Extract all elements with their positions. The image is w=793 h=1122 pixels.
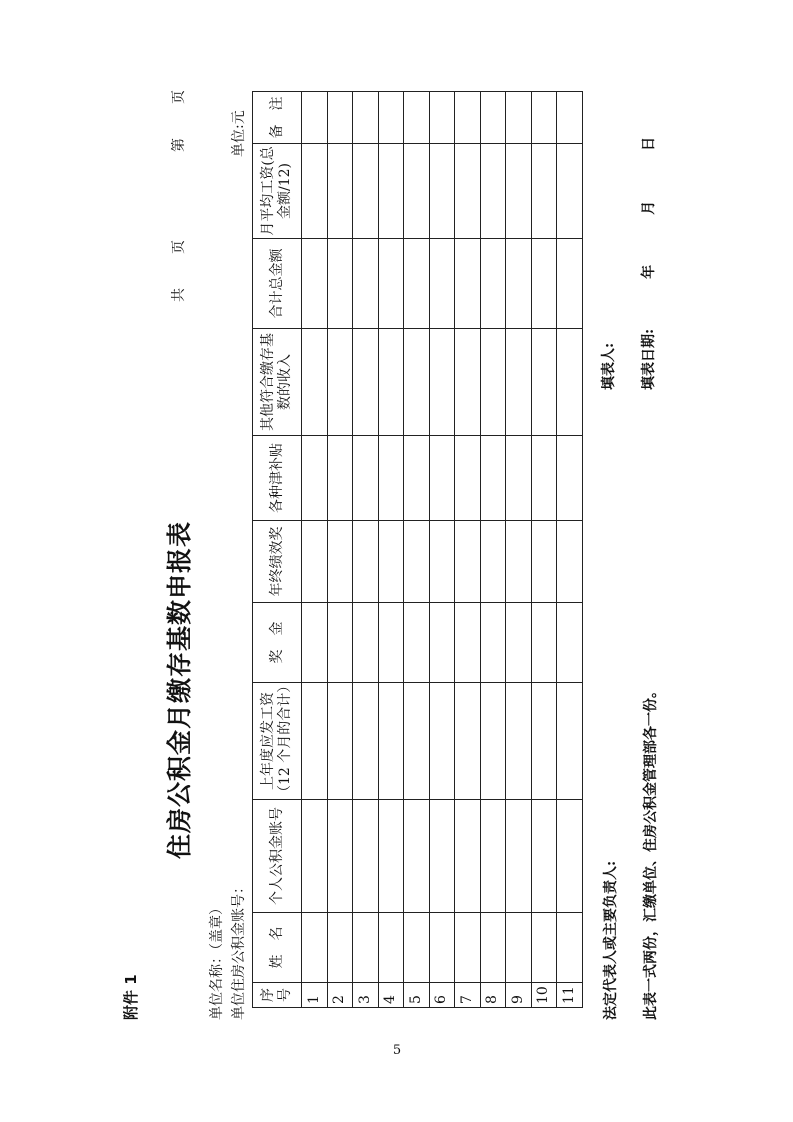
- table-cell[interactable]: [557, 92, 583, 144]
- fill-date-day: 日: [641, 136, 657, 151]
- page-number: 5: [392, 1043, 402, 1058]
- table-cell[interactable]: [429, 521, 455, 603]
- table-cell[interactable]: [506, 683, 532, 800]
- table-row: [302, 92, 328, 1008]
- table-cell[interactable]: [327, 913, 353, 983]
- table-cell[interactable]: [531, 436, 557, 521]
- header-row: [253, 92, 302, 1008]
- table-cell[interactable]: [429, 800, 455, 913]
- table-cell[interactable]: [506, 521, 532, 603]
- table-cell[interactable]: [455, 683, 481, 800]
- table-row: [480, 92, 506, 1008]
- table-cell[interactable]: [557, 329, 583, 436]
- table-cell[interactable]: [455, 603, 481, 683]
- row-number: 4: [378, 983, 404, 1008]
- table-cell[interactable]: [404, 239, 430, 329]
- header-name: 姓 名: [253, 913, 302, 983]
- table-cell[interactable]: [378, 92, 404, 144]
- table-cell[interactable]: [531, 144, 557, 239]
- total-pages-prefix: 共: [171, 288, 187, 302]
- table-cell[interactable]: [480, 913, 506, 983]
- table-cell[interactable]: [531, 521, 557, 603]
- header-other-income: 其他符合缴存基数的收入: [253, 329, 302, 436]
- table-cell[interactable]: [302, 521, 328, 603]
- table-cell[interactable]: [327, 521, 353, 603]
- table-row: [531, 92, 557, 1008]
- table-cell[interactable]: [353, 521, 379, 603]
- table-cell[interactable]: [353, 603, 379, 683]
- fill-date-year: 年: [641, 264, 657, 279]
- table-cell[interactable]: [480, 436, 506, 521]
- table-cell[interactable]: [480, 603, 506, 683]
- table-cell[interactable]: [480, 92, 506, 144]
- fill-date: [638, 137, 658, 390]
- table-cell[interactable]: [327, 800, 353, 913]
- table-cell[interactable]: [302, 436, 328, 521]
- row-number: 3: [353, 983, 379, 1008]
- table-row: [378, 92, 404, 1008]
- table-cell[interactable]: [557, 603, 583, 683]
- table-cell[interactable]: [378, 521, 404, 603]
- legal-representative-label: 法定代表人或主要负责人:: [603, 860, 619, 1020]
- table-cell[interactable]: [327, 603, 353, 683]
- table-cell[interactable]: [353, 683, 379, 800]
- row-number: 9: [506, 983, 532, 1008]
- report-sheet: [120, 80, 680, 1040]
- row-number: 1: [302, 983, 328, 1008]
- table-cell[interactable]: [557, 683, 583, 800]
- table-row: [557, 92, 583, 1008]
- header-monthly-average: 月平均工资(总金额/12): [253, 144, 302, 239]
- unit-account-label: 单位住房公积金账号：: [231, 880, 247, 1020]
- table-cell[interactable]: [531, 913, 557, 983]
- total-pages-suffix: 页: [171, 240, 187, 254]
- table-cell[interactable]: [531, 239, 557, 329]
- table-cell[interactable]: [531, 329, 557, 436]
- row-number: 10: [531, 983, 557, 1008]
- table-cell[interactable]: [455, 521, 481, 603]
- page-indicator-prefix: 第: [171, 138, 187, 152]
- table-cell[interactable]: [480, 521, 506, 603]
- row-number: 11: [557, 983, 583, 1008]
- table-cell[interactable]: [353, 913, 379, 983]
- table-cell[interactable]: [327, 683, 353, 800]
- table-row: [327, 92, 353, 1008]
- table-cell[interactable]: [353, 436, 379, 521]
- table-cell[interactable]: [378, 683, 404, 800]
- table-cell[interactable]: [531, 603, 557, 683]
- table-cell[interactable]: [353, 329, 379, 436]
- table-cell[interactable]: [327, 92, 353, 144]
- header-seq: 序号: [253, 983, 302, 1008]
- row-number: 8: [480, 983, 506, 1008]
- table-cell[interactable]: [302, 92, 328, 144]
- table-cell[interactable]: [557, 913, 583, 983]
- row-number: 5: [404, 983, 430, 1008]
- table-row: [404, 92, 430, 1008]
- table-cell[interactable]: [506, 436, 532, 521]
- copies-note: 此表一式两份，汇缴单位、住房公积金管理部各一份。: [643, 684, 659, 1020]
- table-row: [353, 92, 379, 1008]
- table-cell[interactable]: [531, 683, 557, 800]
- page-indicator: [168, 90, 188, 152]
- table-cell[interactable]: [455, 92, 481, 144]
- table-cell[interactable]: [506, 239, 532, 329]
- table-cell[interactable]: [302, 683, 328, 800]
- table-cell[interactable]: [404, 603, 430, 683]
- table-cell[interactable]: [353, 144, 379, 239]
- table-cell[interactable]: [353, 92, 379, 144]
- table-cell[interactable]: [455, 329, 481, 436]
- table-cell[interactable]: [302, 329, 328, 436]
- table-cell[interactable]: [557, 144, 583, 239]
- table-row: [506, 92, 532, 1008]
- table-cell[interactable]: [506, 603, 532, 683]
- table-cell[interactable]: [302, 144, 328, 239]
- table-cell[interactable]: [455, 239, 481, 329]
- table-cell[interactable]: [506, 913, 532, 983]
- table-cell[interactable]: [480, 683, 506, 800]
- table-cell[interactable]: [557, 436, 583, 521]
- table-cell[interactable]: [480, 144, 506, 239]
- header-last-year-salary: 上年度应发工资（12 个月的合计）: [253, 683, 302, 800]
- table-cell[interactable]: [429, 603, 455, 683]
- table-cell[interactable]: [302, 800, 328, 913]
- table-cell[interactable]: [327, 329, 353, 436]
- table-cell[interactable]: [378, 239, 404, 329]
- table-cell[interactable]: [557, 239, 583, 329]
- table-cell[interactable]: [506, 800, 532, 913]
- table-cell[interactable]: [378, 603, 404, 683]
- table-cell[interactable]: [429, 144, 455, 239]
- currency-unit: 单位:元: [231, 110, 247, 157]
- fill-date-month: 月: [641, 200, 657, 215]
- header-remarks: 备 注: [253, 92, 302, 144]
- total-pages: [168, 240, 188, 302]
- header-bonus: 奖 金: [253, 603, 302, 683]
- table-cell[interactable]: [429, 92, 455, 144]
- table-cell[interactable]: [531, 800, 557, 913]
- table-cell[interactable]: [404, 800, 430, 913]
- table-cell[interactable]: [429, 913, 455, 983]
- table-cell[interactable]: [378, 329, 404, 436]
- table-cell[interactable]: [429, 239, 455, 329]
- table-cell[interactable]: [506, 92, 532, 144]
- header-total-amount: 合计总金额: [253, 239, 302, 329]
- table-cell[interactable]: [404, 683, 430, 800]
- table-cell[interactable]: [455, 436, 481, 521]
- table-cell[interactable]: [480, 239, 506, 329]
- table-cell[interactable]: [429, 329, 455, 436]
- table-cell[interactable]: [455, 913, 481, 983]
- filler-label: 填表人:: [601, 342, 617, 390]
- table-cell[interactable]: [480, 329, 506, 436]
- table-cell[interactable]: [378, 144, 404, 239]
- table-cell[interactable]: [506, 144, 532, 239]
- table-cell[interactable]: [480, 800, 506, 913]
- table-cell[interactable]: [506, 329, 532, 436]
- table-cell[interactable]: [327, 436, 353, 521]
- table-cell[interactable]: [404, 521, 430, 603]
- table-cell[interactable]: [404, 436, 430, 521]
- table-row: [455, 92, 481, 1008]
- unit-name-label: 单位名称：（盖章）: [209, 901, 225, 1020]
- fill-date-label: 填表日期:: [641, 328, 657, 390]
- table-cell[interactable]: [455, 144, 481, 239]
- header-personal-account: 个人公积金账号: [253, 800, 302, 913]
- table-cell[interactable]: [557, 521, 583, 603]
- table-cell[interactable]: [404, 329, 430, 436]
- table-cell[interactable]: [378, 913, 404, 983]
- row-number: 7: [455, 983, 481, 1008]
- table-cell[interactable]: [327, 144, 353, 239]
- row-number: 2: [327, 983, 353, 1008]
- table-cell[interactable]: [302, 913, 328, 983]
- table-cell[interactable]: [404, 144, 430, 239]
- header-allowances: 各种津补贴: [253, 436, 302, 521]
- table-cell[interactable]: [404, 913, 430, 983]
- table-cell[interactable]: [557, 800, 583, 913]
- table-cell[interactable]: [455, 800, 481, 913]
- declaration-table: [252, 91, 583, 1008]
- attachment-label: 附件 1: [122, 974, 140, 1020]
- table-cell[interactable]: [429, 436, 455, 521]
- table-cell[interactable]: [302, 239, 328, 329]
- table-cell[interactable]: [353, 800, 379, 913]
- table-cell[interactable]: [327, 239, 353, 329]
- table-cell[interactable]: [378, 436, 404, 521]
- row-number: 6: [429, 983, 455, 1008]
- header-year-end-bonus: 年终绩效奖: [253, 521, 302, 603]
- table-cell[interactable]: [353, 239, 379, 329]
- table-cell[interactable]: [378, 800, 404, 913]
- table-cell[interactable]: [302, 603, 328, 683]
- form-title: 住房公积金月缴存基数申报表: [165, 521, 194, 860]
- table-cell[interactable]: [404, 92, 430, 144]
- table-cell[interactable]: [531, 92, 557, 144]
- table-row: [429, 92, 455, 1008]
- page-indicator-suffix: 页: [171, 90, 187, 104]
- table-cell[interactable]: [429, 683, 455, 800]
